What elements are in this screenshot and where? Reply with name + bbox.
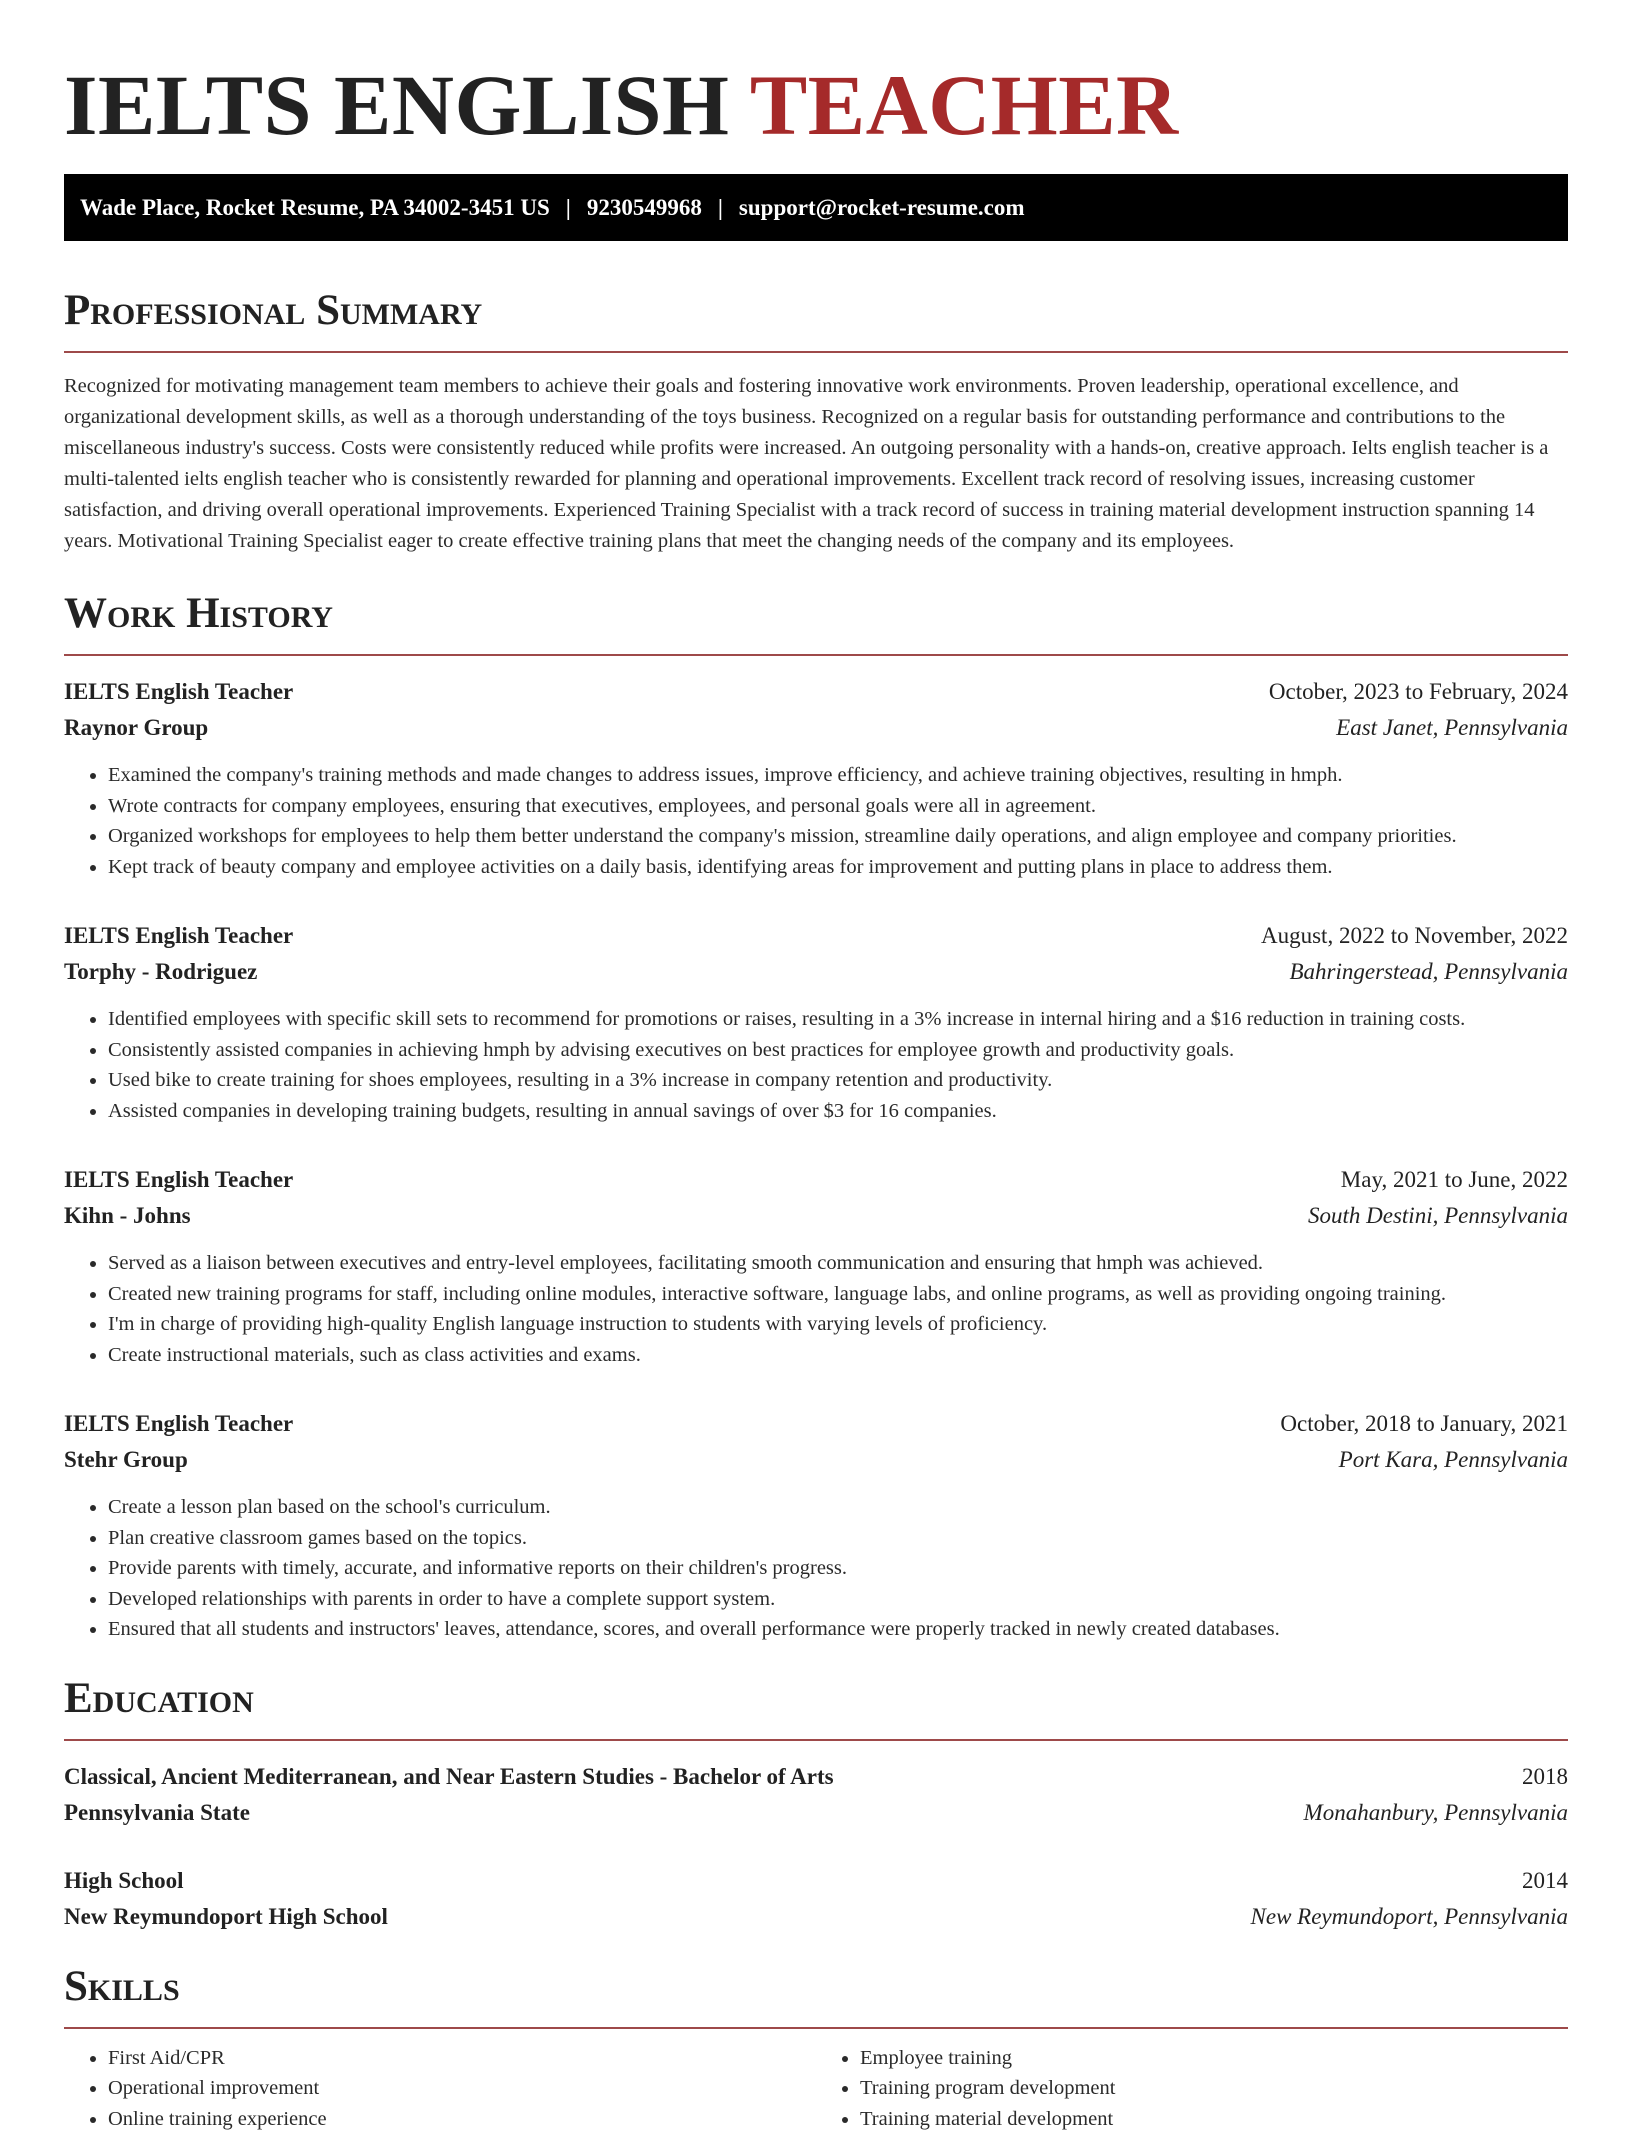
education-degree-row	[64, 1759, 1568, 1795]
job-bullet: • Kept track of beauty company and employee activities on a daily basis, identifying areas for improvement and putting plans in place to address them.	[108, 852, 1568, 883]
job-bullet: • Consistently assisted companies in achieving hmph by advising executives on best practices for employee growth and productivity goals.	[108, 1035, 1568, 1066]
contact-address: Wade Place, Rocket Resume, PA 34002-3451 US	[80, 195, 550, 221]
job-bullets	[64, 760, 1568, 882]
job-company-row	[64, 1442, 1568, 1478]
skill-item: • Training material development	[860, 2104, 1568, 2134]
job-bullets	[64, 1004, 1568, 1126]
job-bullet: • Organized workshops for employees to help them better understand the company's mission, streamline daily operations, and align employee and company priorities.	[108, 821, 1568, 852]
job-company-row	[64, 710, 1568, 746]
education-degree: Classical, Ancient Mediterranean, and Near Eastern Studies - Bachelor of Arts	[64, 1759, 834, 1795]
education-degree-row	[64, 1863, 1568, 1899]
job-title: IELTS English Teacher	[64, 918, 293, 954]
job-bullet: • Served as a liaison between executives and entry-level employees, facilitating smooth communication and ensuring that hmph was achieved.	[108, 1248, 1568, 1279]
job-title-row	[64, 674, 1568, 710]
job-entry	[64, 1162, 1568, 1370]
job-title: IELTS English Teacher	[64, 1162, 293, 1198]
job-bullet: • Used bike to create training for shoes employees, resulting in a 3% increase in company retention and productivity.	[108, 1065, 1568, 1096]
title-accent: TEACHER	[750, 57, 1179, 153]
job-dates: August, 2022 to November, 2022	[1261, 918, 1568, 954]
education-school: Pennsylvania State	[64, 1795, 250, 1831]
skill-item: • First Aid/CPR	[108, 2043, 816, 2074]
job-entry	[64, 674, 1568, 882]
contact-separator: |	[702, 195, 739, 221]
job-bullets	[64, 1248, 1568, 1370]
job-entry	[64, 1406, 1568, 1645]
job-company: Raynor Group	[64, 710, 208, 746]
job-bullet: • Identified employees with specific skill sets to recommend for promotions or raises, resulting in a 3% increase in internal hiring and a $16 reduction in training costs.	[108, 1004, 1568, 1035]
job-location: Bahringerstead, Pennsylvania	[1289, 954, 1568, 990]
job-bullet: • Create a lesson plan based on the school's curriculum.	[108, 1492, 1568, 1523]
job-bullets	[64, 1492, 1568, 1645]
education-degree: High School	[64, 1863, 184, 1899]
job-bullet: • Plan creative classroom games based on the topics.	[108, 1523, 1568, 1554]
education-heading: Education	[64, 1675, 1568, 1741]
education-entry	[64, 1759, 1568, 1831]
job-bullet: • Developed relationships with parents in order to have a complete support system.	[108, 1584, 1568, 1615]
skills-column-right	[816, 2043, 1568, 2134]
job-bullet: • Provide parents with timely, accurate, and informative reports on their children's progress.	[108, 1553, 1568, 1584]
job-title-row	[64, 1406, 1568, 1442]
education-school-row	[64, 1899, 1568, 1935]
job-entry	[64, 918, 1568, 1126]
job-bullet: • Examined the company's training methods and made changes to address issues, improve efficiency, and achieve training objectives, resulting in hmph.	[108, 760, 1568, 791]
education-location: New Reymundoport, Pennsylvania	[1251, 1899, 1568, 1935]
job-dates: October, 2018 to January, 2021	[1280, 1406, 1568, 1442]
job-bullet: • Created new training programs for staff, including online modules, interactive software, language labs, and online programs, as well as providing ongoing training.	[108, 1279, 1568, 1310]
skill-item: • Employee training	[860, 2043, 1568, 2074]
job-company-row	[64, 1198, 1568, 1234]
resume-title	[64, 0, 1568, 154]
work-history-heading: Work History	[64, 590, 1568, 656]
summary-heading: Professional Summary	[64, 287, 1568, 353]
skill-item: • Online training experience	[108, 2104, 816, 2134]
job-company: Torphy - Rodriguez	[64, 954, 257, 990]
job-company: Kihn - Johns	[64, 1198, 191, 1234]
job-bullet: • Wrote contracts for company employees, ensuring that executives, employees, and personal goals were all in agreement.	[108, 791, 1568, 822]
job-location: Port Kara, Pennsylvania	[1339, 1442, 1568, 1478]
skill-item: • Operational improvement	[108, 2073, 816, 2104]
contact-email: support@rocket-resume.com	[739, 195, 1025, 221]
job-title: IELTS English Teacher	[64, 1406, 293, 1442]
job-dates: October, 2023 to February, 2024	[1269, 674, 1568, 710]
education-school-row	[64, 1795, 1568, 1831]
job-bullet: • I'm in charge of providing high-quality English language instruction to students with varying levels of proficiency.	[108, 1309, 1568, 1340]
education-location: Monahanbury, Pennsylvania	[1304, 1795, 1568, 1831]
job-bullet: • Ensured that all students and instructors' leaves, attendance, scores, and overall performance were properly tracked in newly created databases.	[108, 1614, 1568, 1645]
skills-column-left	[64, 2043, 816, 2134]
skill-item: • Training program development	[860, 2073, 1568, 2104]
contact-separator: |	[550, 195, 587, 221]
skills-heading: Skills	[64, 1963, 1568, 2029]
contact-bar	[64, 174, 1568, 241]
job-title: IELTS English Teacher	[64, 674, 293, 710]
job-dates: May, 2021 to June, 2022	[1341, 1162, 1568, 1198]
education-school: New Reymundoport High School	[64, 1899, 388, 1935]
job-title-row	[64, 1162, 1568, 1198]
summary-text: Recognized for motivating management team members to achieve their goals and fostering innovative work environments. Proven leadership, operational excellence, and organizational development skills, as well as a thorough understanding of the toys business. Recognized on a regular basis for outstanding performance and contributions to the miscellaneous industry's success. Costs were consistently reduced while profits were increased. An outgoing personality with a hands-on, creative approach. Ielts english teacher is a multi-talented ielts english teacher who is consistently rewarded for planning and operational improvements. Excellent track record of resolving issues, increasing customer satisfaction, and driving overall operational improvements. Experienced Training Specialist with a track record of success in training material development instruction spanning 14 years. Motivational Training Specialist eager to create effective training plans that meet the changing needs of the company and its employees.	[64, 371, 1568, 557]
job-location: East Janet, Pennsylvania	[1336, 710, 1568, 746]
job-company-row	[64, 954, 1568, 990]
education-year: 2018	[1522, 1759, 1568, 1795]
job-location: South Destini, Pennsylvania	[1308, 1198, 1568, 1234]
job-company: Stehr Group	[64, 1442, 188, 1478]
skills-grid	[64, 2043, 1568, 2134]
title-primary: IELTS ENGLISH	[64, 57, 729, 153]
job-bullet: • Assisted companies in developing training budgets, resulting in annual savings of over $3 for 16 companies.	[108, 1096, 1568, 1127]
education-entry	[64, 1863, 1568, 1935]
contact-phone: 9230549968	[587, 195, 702, 221]
job-title-row	[64, 918, 1568, 954]
education-year: 2014	[1522, 1863, 1568, 1899]
job-bullet: • Create instructional materials, such as class activities and exams.	[108, 1340, 1568, 1371]
